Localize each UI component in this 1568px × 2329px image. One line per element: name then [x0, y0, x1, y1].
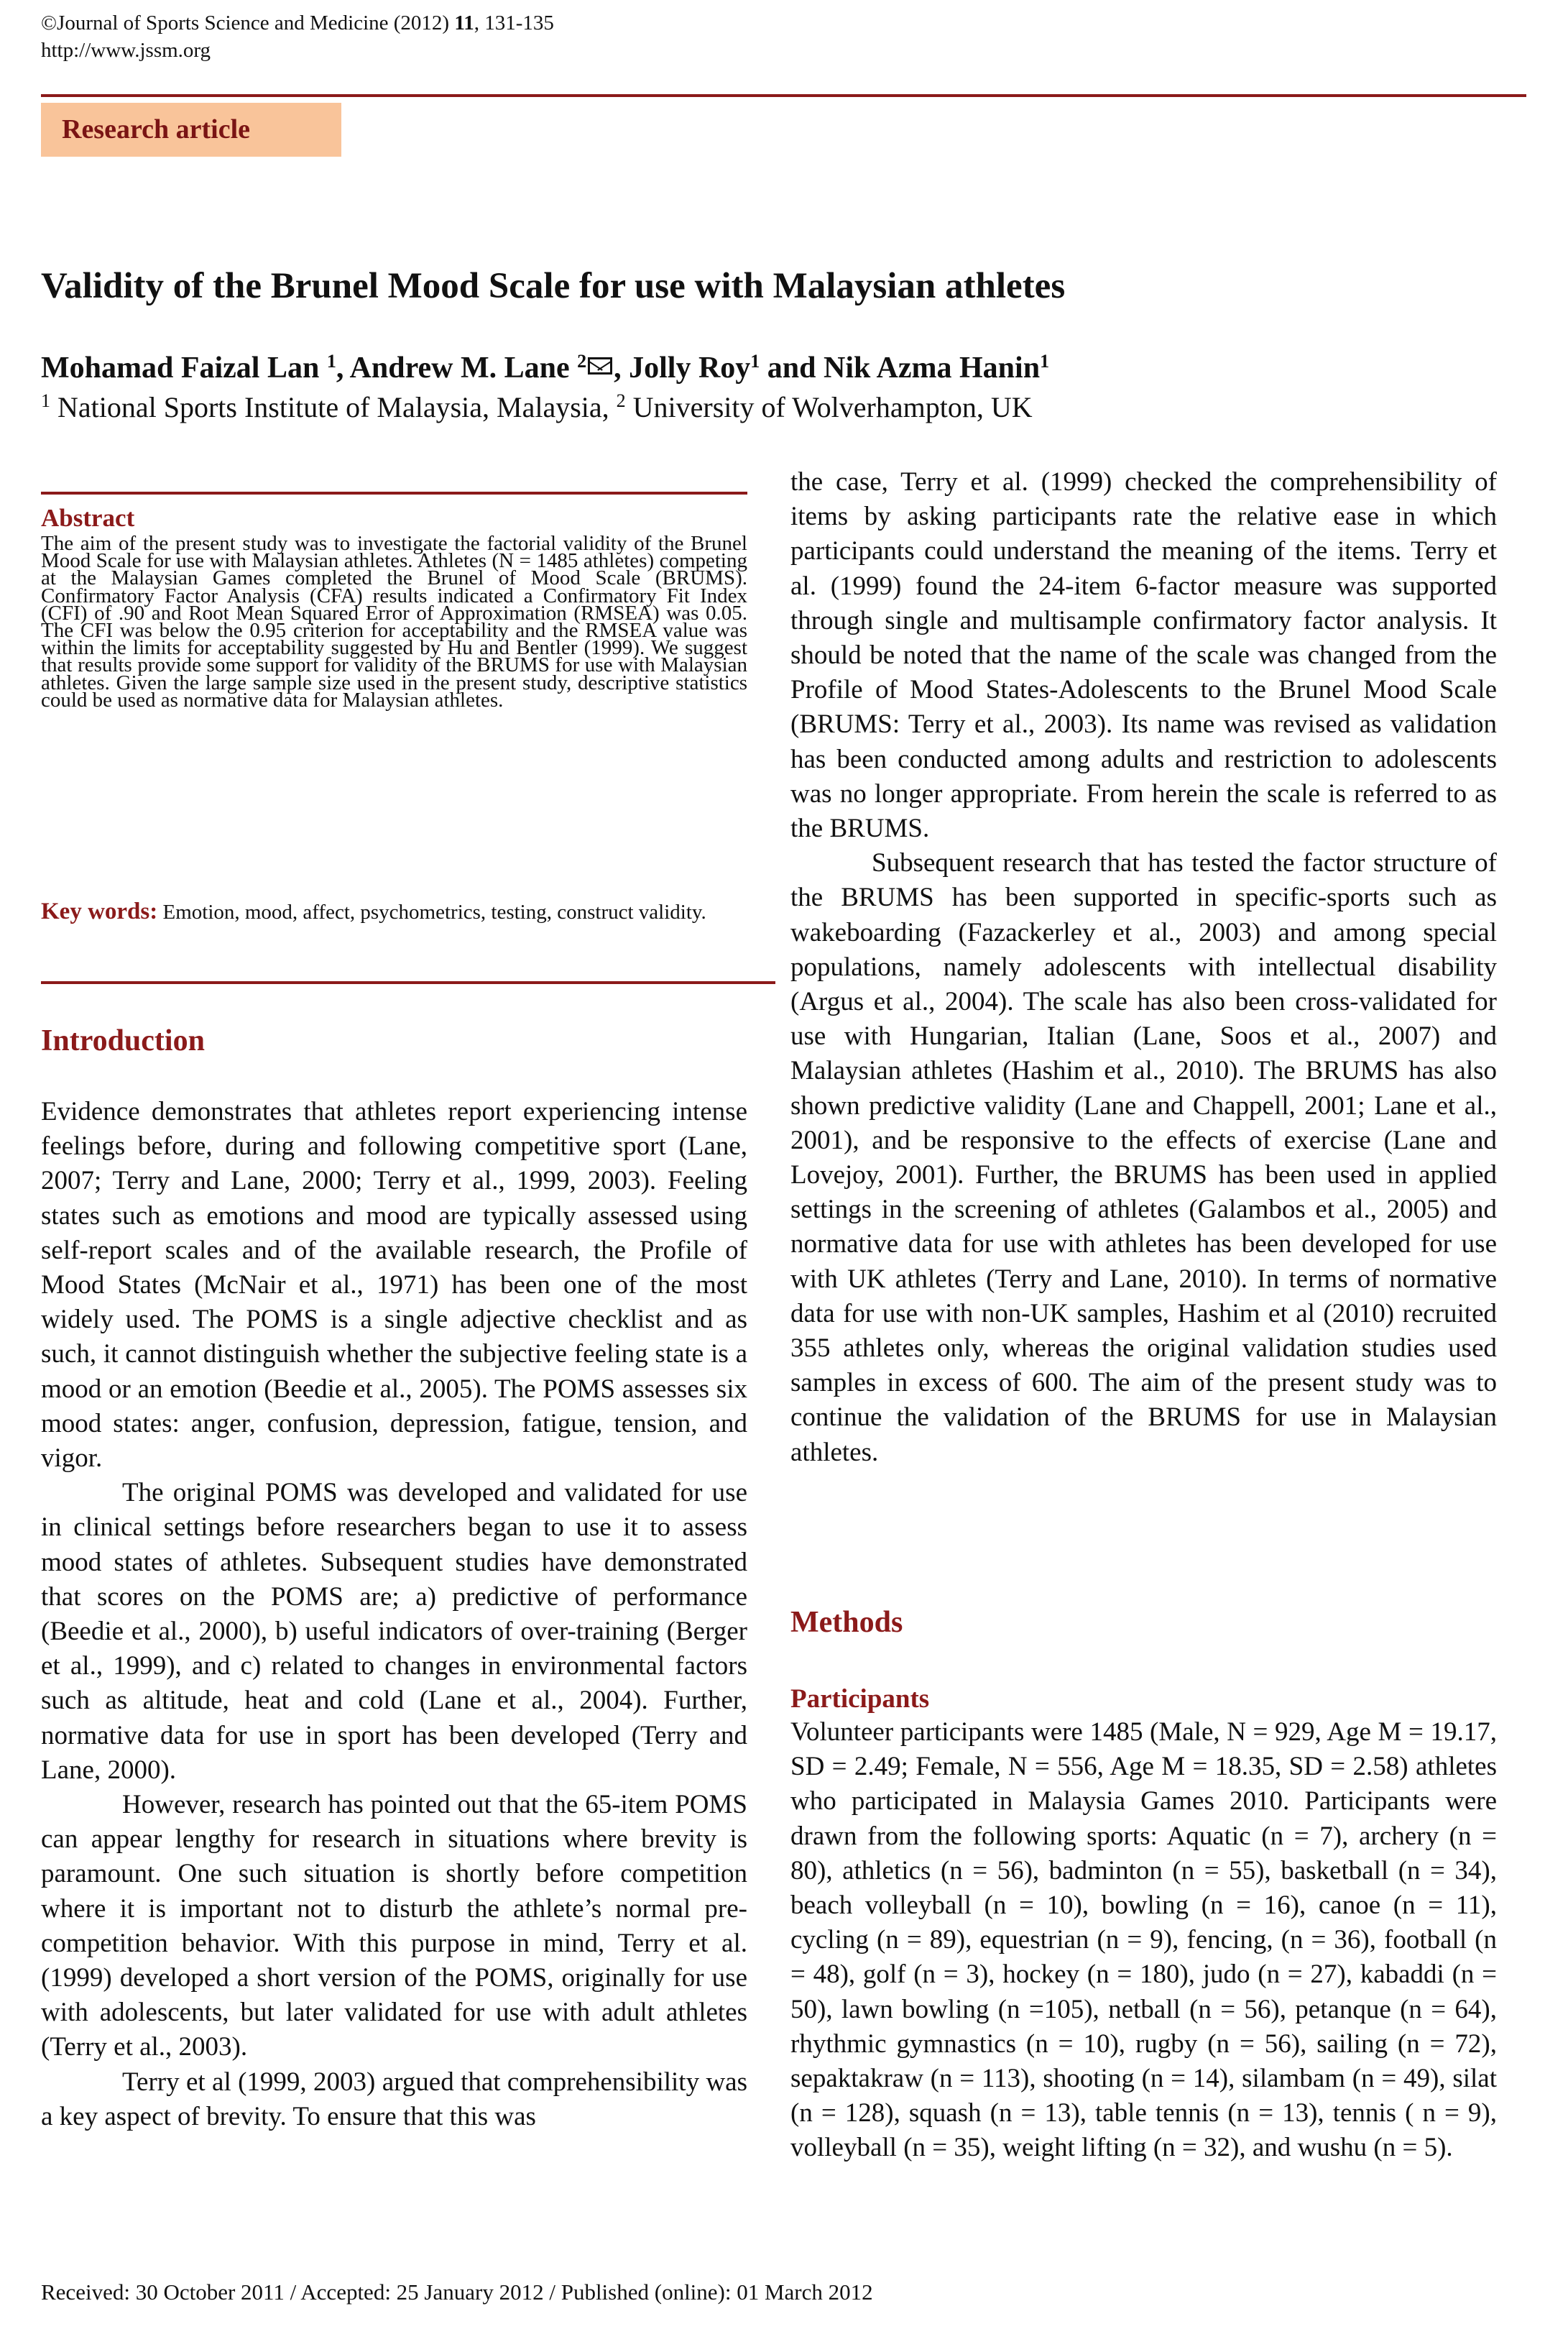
methods-heading: Methods	[790, 1606, 903, 1639]
journal-citation: ©Journal of Sports Science and Medicine (2012) 11, 131-135	[41, 12, 554, 35]
keywords: Key words: Emotion, mood, affect, psychometrics, testing, construct validity.	[41, 899, 706, 924]
participants-body	[790, 1715, 1497, 2166]
intro-paragraph-1: Evidence demonstrates that athletes report experiencing intense feelings before, during and following competitive sport (Lane, 2007; Terry and Lane, 2000; Terry et al., 1999, 2003). Feeling states such as emotions and mood are typically assessed using self-report scales and of the available research, the Profile of Mood States (McNair et al., 1971) has been one of the most widely used. The POMS is a single adjective checklist and as such, it cannot distinguish whether the subjective feeling state is a mood or an emotion (Beedie et al., 2005). The POMS assesses six mood states: anger, confusion, depression, fatigue, tension, and vigor.	[41, 1097, 747, 1474]
publication-dates: Received: 30 October 2011 / Accepted: 25 January 2012 / Published (online): 01 March 2012	[41, 2279, 873, 2305]
header-rule	[41, 94, 1526, 97]
intro-paragraph-5: the case, Terry et al. (1999) checked the comprehensibility of items by asking participants rate the relative ease in which participants could understand the meaning of the items. Terry et al. (1999) found the 24-item 6-factor measure was supported through single and multisample confirmatory factor analysis. It should be noted that the name of the scale was changed from the Profile of Mood States-Adolescents to the Brunel Mood Scale (BRUMS: Terry et al., 2003). Its name was revised as validation has been conducted among adults and restriction to adolescents was no longer appropriate. From herein the scale is referred to as the BRUMS.	[790, 467, 1497, 844]
introduction-heading: Introduction	[41, 1024, 205, 1057]
journal-volume: 11	[454, 12, 474, 35]
introduction-body	[41, 1095, 747, 2134]
abstract-heading: Abstract	[41, 504, 135, 532]
intro-paragraph-4: Terry et al (1999, 2003) argued that comprehensibility was a key aspect of brevity. To ensure that this was	[41, 2067, 747, 2131]
affiliations: $^1$ National Sports Institute of Malaysia, Malaysia, $^2$ University of Wolverhampton, UK	[41, 390, 1033, 423]
author-list: Mohamad Faizal Lan $^1$, Andrew M. Lane $^2$ , Jolly Roy$^1$ and Nik Azma Hanin$^1$	[41, 351, 1050, 385]
intro-paragraph-3: However, research has pointed out that the 65-item POMS can appear lengthy for research in situations where brevity is paramount. One such situation is shortly before competition where it is important not to disturb the athlete’s normal pre-competition behavior. With this purpose in mind, Terry et al. (1999) developed a short version of the POMS, originally for use with adolescents, but later validated for use with adult athletes (Terry et al., 2003).	[41, 1790, 747, 2062]
intro-paragraph-2: The original POMS was developed and validated for use in clinical settings before researchers began to use it to assess mood states of athletes. Subsequent studies have demonstrated that scores on the POMS are; a) predictive of performance (Beedie et al., 2000), b) useful indicators of over-training (Berger et al., 1999), and c) related to changes in environmental factors such as altitude, heat and cold (Lane et al., 2004). Further, normative data for use in sport has been developed (Terry and Lane, 2000).	[41, 1478, 747, 1785]
abstract-bottom-rule	[41, 981, 775, 984]
participants-heading: Participants	[790, 1684, 930, 1714]
participants-paragraph: Volunteer participants were 1485 (Male, N = 929, Age M = 19.17, SD = 2.49; Female, N = 556, Age M = 18.35, SD = 2.58) athletes who participated in Malaysia Games 2010. Participants were drawn from the following sports: Aquatic (n = 7), archery (n = 80), athletics (n = 56), badminton (n = 55), basketball (n = 34), beach volleyball (n = 10), bowling (n = 16), canoe (n = 11), cycling (n = 89), equestrian (n = 9), fencing, (n = 36), football (n = 48), golf (n = 3), hockey (n = 180), judo (n = 27), kabaddi (n = 50), lawn bowling (n =105), netball (n = 56), petanque (n = 64), rhythmic gymnastics (n = 10), rugby (n = 56), sailing (n = 72), sepaktakraw (n = 113), shooting (n = 14), silambam (n = 49), silat (n = 128), squash (n = 13), table tennis (n = 13), tennis ( n = 9), volleyball (n = 35), weight lifting (n = 32), and wushu (n = 5).	[790, 1717, 1497, 2163]
abstract-text: The aim of the present study was to investigate the factorial validity of the Brunel Mood Scale for use with Malaysian athletes. Athletes (N = 1485 athletes) competing at the Malaysian Games completed the Brunel of Mood Scale (BRUMS). Confirmatory Factor Analysis (CFA) results indicated a Confirmatory Fit Index (CFI) of .90 and Root Mean Squared Error of Approximation (RMSEA) was 0.05. The CFI was below the 0.95 criterion for acceptability and the RMSEA value was within the limits for acceptability suggested by Hu and Bentler (1999). We suggest that results provide some support for validity of the BRUMS for use with Malaysian athletes. Given the large sample size used in the present study, descriptive statistics could be used as normative data for Malaysian athletes.	[41, 532, 747, 712]
intro-paragraph-6: Subsequent research that has tested the factor structure of the BRUMS has been supported in specific-sports such as wakeboarding (Fazackerley et al., 2003) and among special populations, namely adolescents with intellectual disability (Argus et al., 2004). The scale has also been cross-validated for use with Hungarian, Italian (Lane, Soos et al., 2007) and Malaysian athletes (Hashim et al., 2010). The BRUMS has also shown predictive validity (Lane and Chappell, 2001; Lane et al., 2001), and be responsive to the effects of exercise (Lane and Lovejoy, 2001). Further, the BRUMS has been used in applied settings in the screening of athletes (Galambos et al., 2005) and normative data for use with athletes has been developed for use with UK athletes (Terry and Lane, 2010). In terms of normative data for use with non-UK samples, Hashim et al (2010) recruited 355 athletes only, whereas the original validation studies used samples in excess of 600. The aim of the present study was to continue the validation of the BRUMS for use in Malaysian athletes.	[790, 848, 1497, 1467]
journal-url[interactable]: http://www.jssm.org	[41, 39, 211, 62]
article-type-badge: Research article	[41, 103, 341, 157]
mail-icon[interactable]	[588, 357, 612, 375]
paper-title: Validity of the Brunel Mood Scale for use with Malaysian athletes	[41, 266, 1066, 306]
abstract-top-rule	[41, 492, 747, 495]
introduction-continued	[790, 465, 1497, 1470]
keywords-label: Key words:	[41, 899, 158, 924]
